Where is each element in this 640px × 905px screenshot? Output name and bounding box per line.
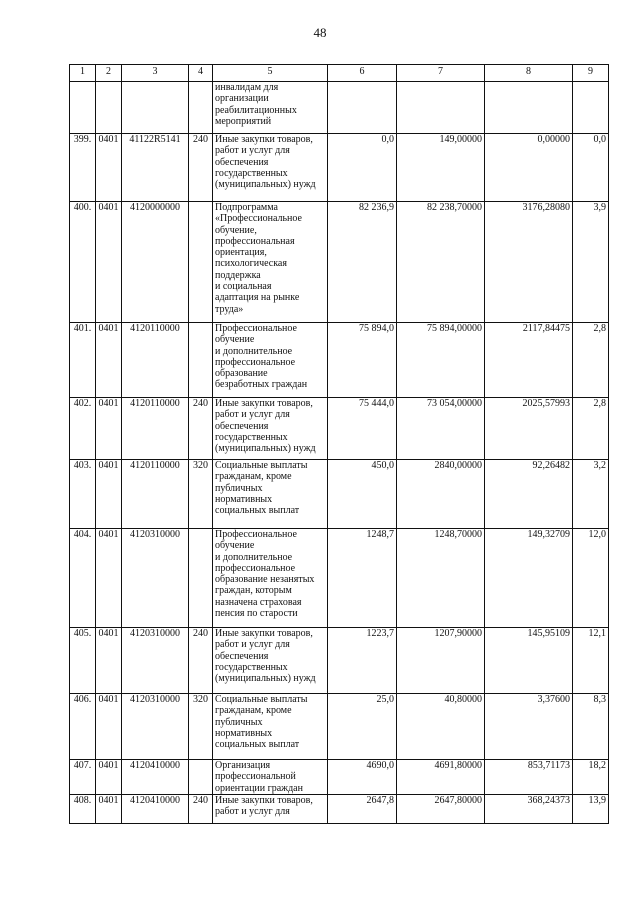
- cell-v9: 3,9: [573, 202, 609, 323]
- cell-v6: 4690,0: [328, 760, 397, 795]
- cell-v7: 2647,80000: [397, 795, 485, 824]
- header-col-5: 5: [213, 65, 328, 82]
- cell-vr: 240: [189, 398, 213, 460]
- cell-csr: 4120110000: [122, 460, 189, 529]
- cell-v9: 8,3: [573, 694, 609, 760]
- cell-name: Профессиональное обучение и дополнительное профессиональное образование незанятых граждан, которым назначена страховая пенсия по старости: [213, 529, 328, 628]
- cell-v6: 75 444,0: [328, 398, 397, 460]
- cell-name: инвалидам для организации реабилитационных мероприятий: [213, 82, 328, 134]
- cell-name: Иные закупки товаров, работ и услуг для обеспечения государственных (муниципальных) нужд: [213, 398, 328, 460]
- cell-v8: 149,32709: [485, 529, 573, 628]
- cell-num: 403.: [70, 460, 96, 529]
- header-col-2: 2: [96, 65, 122, 82]
- cell-v8: 0,00000: [485, 134, 573, 202]
- cell-section: 0401: [96, 134, 122, 202]
- cell-v6: 450,0: [328, 460, 397, 529]
- cell-csr: 4120410000: [122, 760, 189, 795]
- cell-section: 0401: [96, 694, 122, 760]
- cell-v8: 2025,57993: [485, 398, 573, 460]
- header-col-4: 4: [189, 65, 213, 82]
- cell-v8: 368,24373: [485, 795, 573, 824]
- cell-csr: 4120310000: [122, 628, 189, 694]
- cell-name: Подпрограмма «Профессиональное обучение, профессиональная ориентация, психологическая поддержка и социальная адаптация на рынке труда»: [213, 202, 328, 323]
- table-row: [70, 134, 609, 202]
- cell-v9: 2,8: [573, 323, 609, 398]
- cell-v7: 1207,90000: [397, 628, 485, 694]
- cell-v8: 853,71173: [485, 760, 573, 795]
- cell-v7: 149,00000: [397, 134, 485, 202]
- cell-vr: 240: [189, 628, 213, 694]
- cell-vr: [189, 202, 213, 323]
- cell-v6: 82 236,9: [328, 202, 397, 323]
- cell-num: 402.: [70, 398, 96, 460]
- cell-vr: [189, 760, 213, 795]
- cell-name: Организация профессиональной ориентации граждан: [213, 760, 328, 795]
- budget-table: [69, 64, 609, 824]
- table-row: [70, 323, 609, 398]
- cell-name: Иные закупки товаров, работ и услуг для обеспечения государственных (муниципальных) нужд: [213, 134, 328, 202]
- header-col-1: 1: [70, 65, 96, 82]
- cell-v8: 3176,28080: [485, 202, 573, 323]
- cell-name: Социальные выплаты гражданам, кроме публичных нормативных социальных выплат: [213, 460, 328, 529]
- cell-v6: 2647,8: [328, 795, 397, 824]
- cell-section: 0401: [96, 628, 122, 694]
- cell-v8: 3,37600: [485, 694, 573, 760]
- cell-v6: 0,0: [328, 134, 397, 202]
- table-row: [70, 202, 609, 323]
- table-row: [70, 628, 609, 694]
- table-row: [70, 529, 609, 628]
- cell-num: 401.: [70, 323, 96, 398]
- cell-num: 405.: [70, 628, 96, 694]
- cell-v9: 12,0: [573, 529, 609, 628]
- cell-vr: 240: [189, 134, 213, 202]
- table-row: [70, 760, 609, 795]
- cell-num: 404.: [70, 529, 96, 628]
- cell-num: [70, 82, 96, 134]
- header-col-6: 6: [328, 65, 397, 82]
- cell-section: 0401: [96, 460, 122, 529]
- cell-num: 407.: [70, 760, 96, 795]
- cell-v7: 82 238,70000: [397, 202, 485, 323]
- cell-csr: 4120110000: [122, 398, 189, 460]
- cell-num: 408.: [70, 795, 96, 824]
- cell-vr: [189, 82, 213, 134]
- cell-v9: 13,9: [573, 795, 609, 824]
- header-row: [70, 65, 609, 82]
- cell-csr: 4120000000: [122, 202, 189, 323]
- cell-csr: 4120310000: [122, 529, 189, 628]
- cell-v6: [328, 82, 397, 134]
- cell-csr: 4120110000: [122, 323, 189, 398]
- cell-csr: 4120410000: [122, 795, 189, 824]
- cell-num: 406.: [70, 694, 96, 760]
- cell-v9: [573, 82, 609, 134]
- cell-v7: 2840,00000: [397, 460, 485, 529]
- cell-v8: [485, 82, 573, 134]
- cell-section: 0401: [96, 202, 122, 323]
- table-row: [70, 460, 609, 529]
- cell-v8: 145,95109: [485, 628, 573, 694]
- cell-v7: 4691,80000: [397, 760, 485, 795]
- cell-name: Иные закупки товаров, работ и услуг для обеспечения государственных (муниципальных) нужд: [213, 628, 328, 694]
- cell-v6: 1248,7: [328, 529, 397, 628]
- cell-section: 0401: [96, 795, 122, 824]
- cell-v9: 18,2: [573, 760, 609, 795]
- cell-v9: 3,2: [573, 460, 609, 529]
- cell-v8: 92,26482: [485, 460, 573, 529]
- cell-section: [96, 82, 122, 134]
- page-number: 48: [313, 25, 327, 40]
- cell-name: Профессиональное обучение и дополнительное профессиональное образование безработных граждан: [213, 323, 328, 398]
- table-row: [70, 694, 609, 760]
- cell-csr: 41122R5141: [122, 134, 189, 202]
- cell-v7: 40,80000: [397, 694, 485, 760]
- header-col-8: 8: [485, 65, 573, 82]
- cell-v7: [397, 82, 485, 134]
- cell-section: 0401: [96, 323, 122, 398]
- cell-vr: 240: [189, 795, 213, 824]
- cell-name: Социальные выплаты гражданам, кроме публичных нормативных социальных выплат: [213, 694, 328, 760]
- cell-v9: 0,0: [573, 134, 609, 202]
- cell-num: 399.: [70, 134, 96, 202]
- cell-name: Иные закупки товаров, работ и услуг для: [213, 795, 328, 824]
- cell-csr: [122, 82, 189, 134]
- cell-vr: 320: [189, 460, 213, 529]
- cell-v9: 2,8: [573, 398, 609, 460]
- cell-v7: 1248,70000: [397, 529, 485, 628]
- cell-v7: 75 894,00000: [397, 323, 485, 398]
- cell-vr: [189, 529, 213, 628]
- cell-section: 0401: [96, 760, 122, 795]
- table-row: [70, 398, 609, 460]
- continuation-row: [70, 82, 609, 134]
- cell-vr: 320: [189, 694, 213, 760]
- table-row: [70, 795, 609, 824]
- cell-vr: [189, 323, 213, 398]
- cell-csr: 4120310000: [122, 694, 189, 760]
- cell-v8: 2117,84475: [485, 323, 573, 398]
- cell-section: 0401: [96, 398, 122, 460]
- cell-v9: 12,1: [573, 628, 609, 694]
- cell-v6: 1223,7: [328, 628, 397, 694]
- header-col-9: 9: [573, 65, 609, 82]
- cell-v6: 75 894,0: [328, 323, 397, 398]
- cell-num: 400.: [70, 202, 96, 323]
- header-col-7: 7: [397, 65, 485, 82]
- header-col-3: 3: [122, 65, 189, 82]
- cell-section: 0401: [96, 529, 122, 628]
- cell-v6: 25,0: [328, 694, 397, 760]
- cell-v7: 73 054,00000: [397, 398, 485, 460]
